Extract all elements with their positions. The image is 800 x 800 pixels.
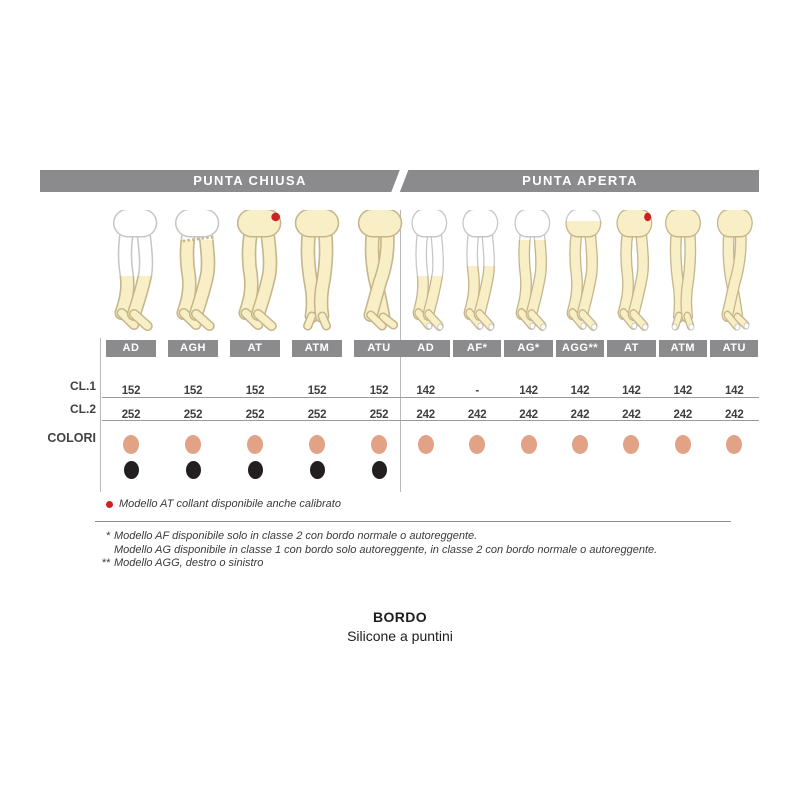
legbox-AF <box>452 210 502 334</box>
cl2-value-ATU: 242 <box>724 408 744 421</box>
color-dot-beige <box>185 435 201 454</box>
column-punta-aperta-AG <box>503 210 554 492</box>
color-dots-ATU <box>726 426 742 454</box>
punta-aperta-title: PUNTA APERTA <box>522 173 638 188</box>
bordo-title: BORDO <box>372 609 428 625</box>
cl2-value-ATU: 252 <box>369 408 389 421</box>
leg-illustration-AT <box>606 210 656 334</box>
color-dot-black <box>186 461 201 479</box>
leg-illustration-ATM <box>286 210 348 334</box>
footnote-line <box>92 557 657 571</box>
model-code-AD: AD <box>402 340 450 357</box>
column-punta-aperta-AF <box>451 210 502 492</box>
color-dot-beige <box>726 435 742 454</box>
color-dots-ATM <box>309 426 325 479</box>
legbox-AG <box>504 210 554 334</box>
color-dots-ATU <box>371 426 387 479</box>
footnote-marker: * <box>105 530 110 542</box>
model-code-ATU: ATU <box>354 340 404 357</box>
punta-chiusa-title: PUNTA CHIUSA <box>193 173 307 188</box>
color-dot-black <box>310 461 325 479</box>
column-punta-aperta-AD <box>400 210 451 492</box>
legbox-ATM <box>286 210 348 334</box>
cl1-value-AGG: 142 <box>570 385 590 397</box>
bordo-subtitle: Silicone a puntini <box>347 628 453 644</box>
red-footnote <box>106 498 341 510</box>
cl2-value-AF: 242 <box>467 408 487 421</box>
color-dot-beige <box>469 435 485 454</box>
model-code-AT: AT <box>230 340 280 357</box>
model-code-ATM: ATM <box>292 340 342 357</box>
model-code-AGG: AGG** <box>556 340 604 357</box>
cl1-value-AD: 142 <box>416 385 435 397</box>
color-dot-black <box>372 461 387 479</box>
leg-illustration-AT <box>224 210 286 334</box>
column-punta-chiusa-AD <box>100 210 162 492</box>
footnote-line <box>92 530 657 544</box>
color-dot-beige <box>309 435 325 454</box>
cl1-value-ATU: 152 <box>369 385 389 397</box>
column-punta-chiusa-ATM <box>286 210 348 492</box>
section-punta-chiusa <box>100 210 400 492</box>
color-dot-beige <box>123 435 139 454</box>
color-dot-beige <box>623 435 639 454</box>
cl2-value-ATM: 252 <box>307 408 327 421</box>
row-label-cl2: CL.2 <box>69 402 96 416</box>
legbox-ATM <box>658 210 708 334</box>
color-dots-AT <box>623 426 639 454</box>
color-dots-ATM <box>675 426 691 454</box>
leg-illustration-AD <box>401 210 451 334</box>
cl2-value-AT: 242 <box>622 408 641 421</box>
cl2-value-AT: 252 <box>245 408 265 421</box>
cl1-value-AD: 152 <box>121 385 141 397</box>
footnote-divider <box>95 521 731 522</box>
red-footnote-text: Modello AT collant disponibile anche calibrato <box>119 498 341 510</box>
cl1-value-AG: 142 <box>519 385 538 397</box>
cl1-value-ATM: 142 <box>673 385 693 397</box>
color-dot-black <box>124 461 139 479</box>
column-punta-chiusa-AGH <box>162 210 224 492</box>
cl1-value-ATU: 142 <box>724 385 744 397</box>
color-dots-AGG <box>572 426 588 454</box>
footnote-text: Modello AG disponibile in classe 1 con bordo solo autoreggente, in classe 2 con bordo normale o autoreggente. <box>114 543 658 556</box>
footnote-text: Modello AGG, destro o sinistro <box>114 557 264 569</box>
cl1-value-AGH: 152 <box>183 385 203 397</box>
color-dot-beige <box>247 435 263 454</box>
color-dots-AF <box>469 426 485 454</box>
model-code-AF: AF* <box>453 340 501 357</box>
color-dot-beige <box>675 435 691 454</box>
leg-illustration-AGG <box>555 210 605 334</box>
row-label-cl1: CL.1 <box>69 379 96 393</box>
leg-illustration-ATM <box>658 210 708 334</box>
cl2-value-AD: 242 <box>416 408 435 421</box>
cl2-value-AD: 252 <box>121 408 141 421</box>
column-punta-chiusa-AT <box>224 210 286 492</box>
section-punta-aperta <box>400 210 760 492</box>
color-dots-AD <box>123 426 139 479</box>
color-dots-AG <box>521 426 537 454</box>
leg-illustration-AD <box>100 210 162 334</box>
bordo-block <box>250 609 550 644</box>
model-code-ATU: ATU <box>710 340 758 357</box>
cl2-value-AG: 242 <box>519 408 538 421</box>
red-bullet-icon <box>106 501 113 508</box>
cl1-value-AT: 152 <box>245 385 265 397</box>
column-punta-aperta-AT <box>606 210 657 492</box>
cl2-value-ATM: 242 <box>673 408 693 421</box>
legbox-AGH <box>162 210 224 334</box>
color-dot-beige <box>418 435 434 454</box>
model-code-AG: AG* <box>504 340 552 357</box>
row-label-colori: COLORI <box>47 431 96 445</box>
legbox-AD <box>401 210 451 334</box>
leg-illustration-AF <box>452 210 502 334</box>
leg-illustration-AG <box>504 210 554 334</box>
legbox-AGG <box>555 210 605 334</box>
leg-illustration-AGH <box>162 210 224 334</box>
column-punta-aperta-ATM <box>657 210 708 492</box>
footnote-marker <box>92 544 114 558</box>
model-code-ATM: ATM <box>659 340 707 357</box>
color-dots-AGH <box>185 426 201 479</box>
cl1-value-ATM: 152 <box>307 385 327 397</box>
cl1-value-AT: 142 <box>622 385 641 397</box>
leg-illustration-ATU <box>709 210 759 334</box>
column-punta-aperta-AGG <box>554 210 605 492</box>
color-dot-beige <box>572 435 588 454</box>
model-code-AT: AT <box>607 340 655 357</box>
color-dot-black <box>248 461 263 479</box>
footnote-line <box>92 544 657 558</box>
legbox-AT <box>606 210 656 334</box>
legbox-ATU <box>709 210 759 334</box>
legbox-AD <box>100 210 162 334</box>
color-dots-AD <box>418 426 434 454</box>
cl1-value-AF: - <box>475 385 479 397</box>
footnote-text: Modello AF disponibile solo in classe 2 con bordo normale o autoreggente. <box>114 530 478 542</box>
footnote-marker: ** <box>101 557 110 569</box>
cl2-value-AGG: 242 <box>570 408 590 421</box>
color-dot-beige <box>521 435 537 454</box>
cl2-value-AGH: 252 <box>183 408 203 421</box>
footnotes-block <box>92 530 657 571</box>
color-dots-AT <box>247 426 263 479</box>
column-punta-aperta-ATU <box>709 210 760 492</box>
model-code-AD: AD <box>106 340 156 357</box>
legbox-AT <box>224 210 286 334</box>
model-code-AGH: AGH <box>168 340 218 357</box>
color-dot-beige <box>371 435 387 454</box>
